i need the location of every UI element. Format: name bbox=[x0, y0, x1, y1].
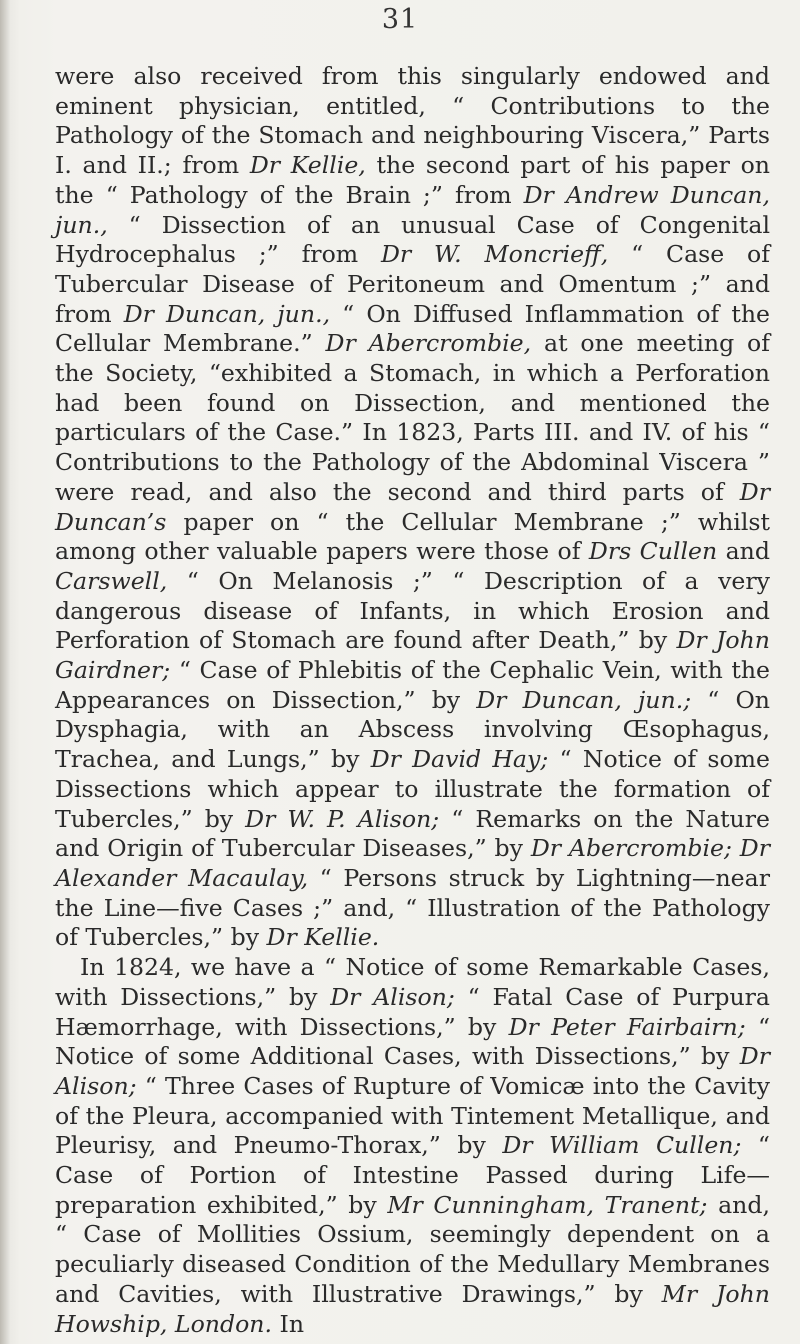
text-run: “ Fatal Case of Purpura Hæmorrhage, with Dissections,” by bbox=[55, 982, 770, 1041]
text-run: paper on “ the Cellular Membrane ;” whilst among other valuable papers were those of bbox=[55, 507, 770, 566]
text-run: “ On Dysphagia, with an Abscess involving Œsophagus, Trachea, and Lungs,” by bbox=[55, 685, 770, 774]
body-text bbox=[55, 62, 770, 1339]
author-name: Dr Abercrombie, bbox=[325, 329, 532, 358]
paragraph-2 bbox=[55, 953, 770, 1339]
text-run: were also received from this singularly endowed and eminent physician, entitled, “ Contributions to the Pathology of the Stomach and neighbouring Viscera,” Parts I. and II.; from bbox=[55, 62, 770, 180]
author-name: Mr Cunningham, Tranent; bbox=[387, 1190, 708, 1219]
author-name: Dr Andrew Duncan, jun., bbox=[55, 180, 770, 239]
text-run: at one meeting of the Society, “exhibited a Stomach, in which a Perforation had been found on Dissection, and mentioned the particulars of the Case.” In 1823, Parts III. and IV. of his “ Contributions to the Pathology of the Abdominal Viscera ” were read, and also the second and third parts of bbox=[55, 329, 770, 506]
text-run: “ Case of Portion of Intestine Passed during Life—preparation exhibited,” by bbox=[55, 1131, 770, 1219]
text-run: “ Persons struck by Lightning—near the Line—five Cases ;” and, “ Illustration of the Pathology of Tubercles,” by bbox=[55, 863, 770, 952]
text-run: “ Case of Phlebitis of the Cephalic Vein, with the Appearances on Dissection,” by bbox=[55, 656, 770, 714]
text-run: “ Three Cases of Rupture of Vomicæ into the Cavity of the Pleura, accompanied with Tintement Metallique, and Pleurisy, and Pneumo-Thorax,” by bbox=[55, 1071, 770, 1160]
author-name: Dr Abercrombie; Dr Alexander Macaulay, bbox=[55, 834, 770, 892]
author-name: Dr Duncan’s bbox=[55, 477, 770, 536]
page-number: 31 bbox=[381, 4, 419, 35]
author-name: Dr Kellie. bbox=[266, 923, 380, 952]
author-name: Mr John Howship, London. bbox=[55, 1279, 770, 1338]
text-run: “ Case of Tubercular Disease of Peritoneum and Omentum ;” and from bbox=[55, 240, 770, 328]
author-name: Drs Cullen bbox=[588, 537, 718, 566]
author-name: Dr Duncan, jun.; bbox=[476, 685, 692, 714]
author-name: Dr Alison; bbox=[55, 1042, 770, 1100]
author-name: Carswell, bbox=[55, 566, 168, 595]
text-run: “ Notice of some Additional Cases, with Dissections,” by bbox=[55, 1012, 771, 1071]
page-binding-edge bbox=[0, 0, 10, 1344]
text-run: In bbox=[272, 1309, 305, 1338]
text-run: “ Dissection of an unusual Case of Congenital Hydrocephalus ;” from bbox=[55, 210, 770, 269]
author-name: Dr John Gairdner; bbox=[55, 626, 770, 685]
author-name: Dr Duncan, jun., bbox=[123, 299, 331, 328]
text-run: and, “ Case of Mollities Ossium, seemingly dependent on a peculiarly diseased Condition of the Medullary Membranes and Cavities, with Illustrative Drawings,” by bbox=[55, 1190, 770, 1308]
text-run: “ On Diffused Inflammation of the Cellular Membrane.” bbox=[55, 299, 770, 358]
author-name: Dr Peter Fairbairn; bbox=[508, 1012, 746, 1041]
author-name: Dr David Hay; bbox=[370, 745, 549, 774]
author-name: Dr Kellie, bbox=[249, 151, 366, 180]
text-run: “ Remarks on the Nature and Origin of Tubercular Diseases,” by bbox=[55, 804, 770, 863]
text-run: and bbox=[717, 537, 770, 566]
author-name: Dr W. P. Alison; bbox=[245, 804, 440, 833]
paragraph-1 bbox=[55, 62, 770, 953]
author-name: Dr W. Moncrieff, bbox=[381, 240, 609, 269]
author-name: Dr Alison; bbox=[330, 982, 455, 1011]
text-run: “ On Melanosis ;” “ Description of a very dangerous disease of Infants, in which Erosion and Perforation of Stomach are found after Death,” by bbox=[55, 566, 770, 655]
text-run: “ Notice of some Dissections which appear to illustrate the formation of Tubercles,” by bbox=[55, 745, 771, 833]
text-run: the second part of his paper on the “ Pathology of the Brain ;” from bbox=[55, 151, 770, 209]
text-run: In 1824, we have a “ Notice of some Remarkable Cases, with Dissections,” by bbox=[55, 953, 770, 1011]
author-name: Dr William Cullen; bbox=[502, 1131, 742, 1160]
